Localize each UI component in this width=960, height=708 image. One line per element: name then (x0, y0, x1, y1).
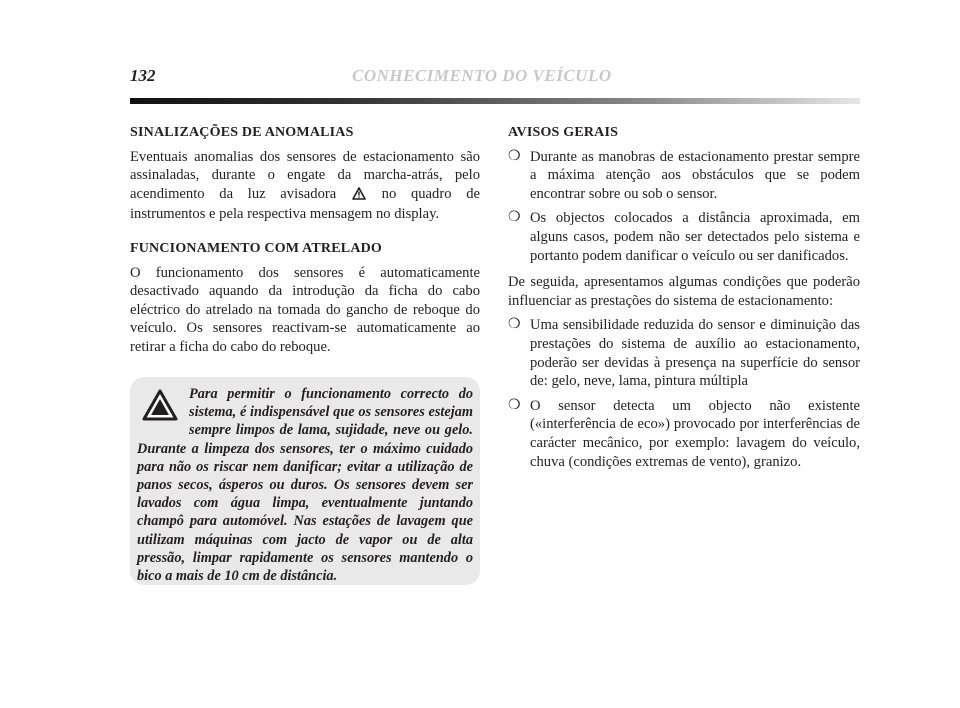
anomalies-text-start: Eventuais anomalias dos sensores de estacionamento são assinaladas, durante o engate da marcha-atrás, pelo acendimento da luz avisadora (130, 148, 480, 202)
heading-trailer: FUNCIONAMENTO COM ATRELADO (130, 240, 383, 256)
list-item (508, 148, 860, 204)
warning-content (130, 385, 480, 585)
warning-text: Para permitir o funcionamento correcto do sistema, é indispensável que os sensores estejam sempre limpos de lama, sujidade, neve ou gelo. Durante a limpeza dos sensores, ter o máximo cuidado para não os riscar nem danificar; evitar a utilização de panos secos, ásperos ou duros. Os sensores devem ser lavados com água limpa, eventualmente juntando champô para automóvel. Nas estações de lavagem que utilizam máquinas com jacto de vapor ou de alta pressão, limpar rapidamente os sensores mantendo o bico a mais de 10 cm de distância. (137, 386, 473, 585)
bullet-icon: ❍ (508, 148, 521, 164)
warning-light-icon (352, 187, 366, 206)
page-number: 132 (130, 66, 156, 85)
anomalies-text-end: no quadro de instrumentos e pela respectiva mensagem no display. (130, 185, 480, 223)
paragraph-intro: De seguida, apresentamos algumas condições que poderão influenciar as prestações do sistema de estacionamento: (508, 274, 860, 309)
heading-anomalies: SINALIZAÇÕES DE ANOMALIAS (130, 125, 354, 140)
list-item-text: Uma sensibilidade reduzida do sensor e diminuição das prestações do sistema de auxílio ao estacionamento, poderão ser devidas à presença na superfície do sensor de: gelo, neve, lama, pintura múltipla (530, 317, 860, 390)
warning-triangle-icon (137, 389, 183, 437)
right-column (508, 124, 860, 479)
bullets-list-a (508, 148, 860, 266)
bullet-icon: ❍ (508, 210, 521, 226)
warning-box (130, 377, 480, 585)
running-title: CONHECIMENTO DO VEÍCULO (352, 66, 612, 85)
bullet-icon: ❍ (508, 397, 521, 413)
page-header (130, 62, 860, 92)
heading-general-warnings: AVISOS GERAIS (508, 125, 619, 140)
list-item (508, 209, 860, 265)
list-item (508, 316, 860, 390)
header-rule (130, 98, 860, 104)
bullets-list-b (508, 316, 860, 471)
list-item-text: O sensor detecta um objecto não existente («interferência de eco») provocado por interferências de carácter mecânico, por exemplo: lavagem do veículo, chuva (condições extremas de vento), granizo. (530, 397, 860, 470)
list-item (508, 397, 860, 471)
bullet-icon: ❍ (508, 317, 521, 333)
paragraph-anomalies (130, 148, 480, 224)
paragraph-trailer: O funcionamento dos sensores é automaticamente desactivado aquando da introdução da ficha do cabo eléctrico do atrelado na tomada do gancho de reboque do veículo. Os sensores reactivam-se automaticamente ao retirar a ficha do cabo do reboque. (130, 264, 480, 355)
list-item-text: Durante as manobras de estacionamento prestar sempre a máxima atenção aos obstáculos que se podem encontrar sobre ou sob o sensor. (530, 148, 860, 202)
left-column (130, 124, 480, 367)
list-item-text: Os objectos colocados a distância aproximada, em alguns casos, podem não ser detectados pelo sistema e portanto podem danificar o veículo ou ser danificados. (530, 210, 860, 264)
